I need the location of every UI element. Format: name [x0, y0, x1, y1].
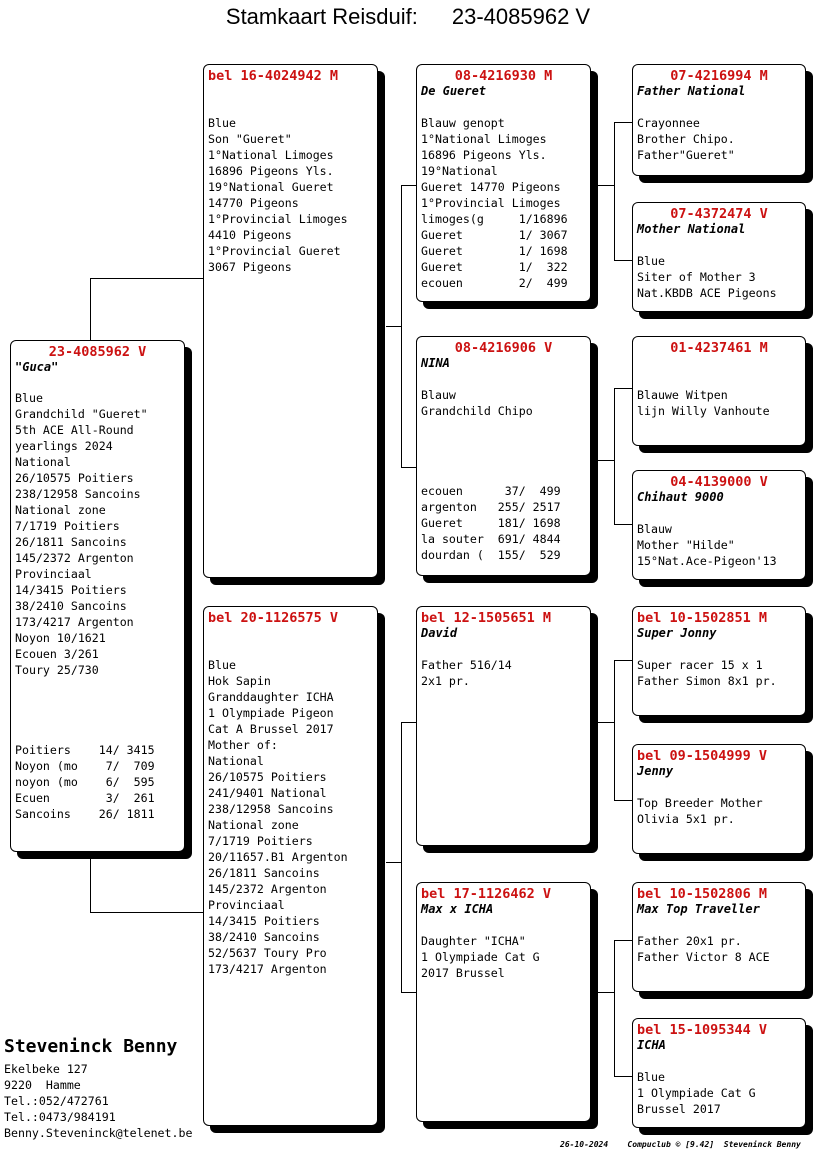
fff-card[interactable]	[632, 64, 806, 176]
info-line: 1°Provincial Gueret	[208, 244, 341, 258]
subject-card[interactable]	[10, 340, 185, 852]
connector	[614, 388, 615, 524]
info-line: Olivia 5x1 pr.	[637, 812, 735, 826]
ff-card[interactable]	[416, 64, 591, 302]
result-line: Ecuen 3/ 261	[15, 791, 155, 805]
connector	[614, 1076, 633, 1077]
info-line: 1 Olympiade Pigeon	[208, 706, 334, 720]
info-line: 20/11657.B1 Argenton	[208, 850, 348, 864]
info-line: Ecouen 3/261	[15, 647, 99, 661]
info-line: Crayonnee	[637, 116, 700, 130]
info-line: Father"Gueret"	[637, 148, 735, 162]
mm-card[interactable]	[416, 882, 591, 1122]
mff-card[interactable]	[632, 606, 806, 716]
info-line: 2x1 pr.	[421, 674, 470, 688]
connector	[614, 122, 615, 260]
info-line: lijn Willy Vanhoute	[637, 404, 770, 418]
connector	[90, 278, 204, 279]
mm-name: Max x ICHA	[421, 902, 494, 916]
page-title	[0, 4, 816, 30]
info-line: 173/4217 Argenton	[208, 962, 327, 976]
info-line: Hok Sapin	[208, 674, 271, 688]
info-line: 241/9401 National	[208, 786, 327, 800]
connector	[614, 940, 633, 941]
info-line: 5th ACE All-Round	[15, 423, 134, 437]
info-line: 145/2372 Argenton	[15, 551, 134, 565]
mf-name: David	[421, 626, 458, 640]
connector	[401, 467, 417, 468]
result-line: Gueret 1/ 322	[421, 260, 568, 274]
result-line: dourdan ( 155/ 529	[421, 548, 561, 562]
info-line: National zone	[208, 818, 299, 832]
father-ring: bel 16-4024942 M	[208, 68, 339, 84]
connector	[598, 460, 615, 461]
info-line: 1°National Limoges	[208, 148, 334, 162]
fff-name: Father National	[637, 84, 746, 98]
subject-ring: 23-4085962 V	[48, 344, 147, 360]
connector	[386, 862, 402, 863]
info-line: Son "Gueret"	[208, 132, 292, 146]
connector	[598, 992, 615, 993]
fff-ring: 07-4216994 M	[670, 68, 768, 84]
mff-name: Super Jonny	[637, 626, 717, 640]
info-line: 14/3415 Poitiers	[15, 583, 127, 597]
info-line: Blue	[208, 658, 236, 672]
info-line: Grandchild "Gueret"	[15, 407, 148, 421]
info-line: 1°Provincial Limoges	[208, 212, 348, 226]
info-line: Blue	[637, 254, 665, 268]
info-line: Cat A Brussel 2017	[208, 722, 334, 736]
fm-ring: 08-4216906 V	[454, 340, 553, 356]
info-line: Daughter "ICHA"	[421, 934, 526, 948]
mmf-name: Max Top Traveller	[637, 902, 760, 916]
info-line: Mother of:	[208, 738, 278, 752]
connector	[401, 185, 417, 186]
connector	[90, 858, 91, 912]
info-line: 1°Provincial Limoges	[421, 196, 561, 210]
mfm-ring: bel 09-1504999 V	[637, 748, 768, 764]
info-line: National	[208, 754, 264, 768]
info-line: 1°National Limoges	[421, 132, 547, 146]
connector	[90, 278, 91, 340]
info-line: Blue	[637, 1070, 665, 1084]
connector	[614, 122, 633, 123]
fmf-ring: 01-4237461 M	[670, 340, 768, 356]
mother-card[interactable]	[203, 606, 378, 1126]
info-line: Father Simon 8x1 pr.	[637, 674, 777, 688]
info-line: 4410 Pigeons	[208, 228, 292, 242]
info-line: 15°Nat.Ace-Pigeon'13	[637, 554, 777, 568]
ff-name: De Gueret	[421, 84, 487, 98]
mff-ring: bel 10-1502851 M	[637, 610, 768, 626]
connector	[614, 524, 633, 525]
info-line: Provinciaal	[208, 898, 285, 912]
info-line: 38/2410 Sancoins	[15, 599, 127, 613]
fmm-card[interactable]	[632, 470, 806, 580]
owner-city: 9220 Hamme	[4, 1078, 81, 1092]
info-line: 38/2410 Sancoins	[208, 930, 320, 944]
mf-ring: bel 12-1505651 M	[421, 610, 552, 626]
result-line: Noyon (mo 7/ 709	[15, 759, 155, 773]
info-line: Mother "Hilde"	[637, 538, 735, 552]
owner-name: Steveninck Benny	[4, 1036, 178, 1057]
mmm-ring: bel 15-1095344 V	[637, 1022, 768, 1038]
connector	[401, 722, 402, 992]
owner-block	[4, 1036, 192, 1141]
info-line: Siter of Mother 3	[637, 270, 756, 284]
mmf-ring: bel 10-1502806 M	[637, 886, 768, 902]
info-line: 19°National Gueret	[208, 180, 334, 194]
mmm-name: ICHA	[637, 1038, 666, 1052]
info-line: National zone	[15, 503, 106, 517]
result-line: limoges(g 1/16896	[421, 212, 568, 226]
info-line: 145/2372 Argenton	[208, 882, 327, 896]
fmm-name: Chihaut 9000	[637, 490, 724, 504]
connector	[614, 660, 615, 800]
info-line: Grandchild Chipo	[421, 404, 533, 418]
info-line: Noyon 10/1621	[15, 631, 106, 645]
info-line: 238/12958 Sancoins	[15, 487, 141, 501]
info-line: 1 Olympiade Cat G	[421, 950, 540, 964]
info-line: 52/5637 Toury Pro	[208, 946, 327, 960]
connector	[614, 388, 633, 389]
result-line: argenton 255/ 2517	[421, 500, 561, 514]
fmm-ring: 04-4139000 V	[670, 474, 768, 490]
info-line: 14770 Pigeons	[208, 196, 299, 210]
info-line: Brother Chipo.	[637, 132, 735, 146]
info-line: Father 20x1 pr.	[637, 934, 742, 948]
result-line: la souter 691/ 4844	[421, 532, 561, 546]
info-line: Granddaughter ICHA	[208, 690, 334, 704]
connector	[401, 722, 417, 723]
connector	[598, 722, 615, 723]
fmf-card[interactable]	[632, 336, 806, 446]
result-line: Gueret 1/ 3067	[421, 228, 568, 242]
info-line: Gueret 14770 Pigeons	[421, 180, 561, 194]
info-line: 26/10575 Poitiers	[208, 770, 327, 784]
footer: 26-10-2024 Compuclub © [9.42] Steveninck Benny	[560, 1140, 801, 1149]
result-line: Poitiers 14/ 3415	[15, 743, 155, 757]
fm-card[interactable]	[416, 336, 591, 576]
info-line: Super racer 15 x 1	[637, 658, 763, 672]
info-line: Father 516/14	[421, 658, 512, 672]
result-line: ecouen 2/ 499	[421, 276, 568, 290]
fmf-name	[637, 356, 801, 371]
info-line: Brussel 2017	[637, 1102, 721, 1116]
subject-name: "Guca"	[15, 360, 59, 374]
info-line: 7/1719 Poitiers	[208, 834, 313, 848]
connector	[598, 185, 615, 186]
mother-name	[208, 626, 373, 641]
mmm-card[interactable]	[632, 1018, 806, 1128]
title-label: Stamkaart Reisduif:	[225, 4, 418, 29]
info-line: 16896 Pigeons Yls.	[421, 148, 547, 162]
info-line: Blauw	[637, 522, 672, 536]
info-line: 7/1719 Poitiers	[15, 519, 120, 533]
info-line: Nat.KBDB ACE Pigeons	[637, 286, 777, 300]
info-line: 14/3415 Poitiers	[208, 914, 320, 928]
info-line: 26/10575 Poitiers	[15, 471, 134, 485]
info-line: Blauw	[421, 388, 456, 402]
ff-ring: 08-4216930 M	[454, 68, 553, 84]
info-line: Top Breeder Mother	[637, 796, 763, 810]
result-line: Sancoins 26/ 1811	[15, 807, 155, 821]
info-line: Blue	[15, 391, 43, 405]
mmf-card[interactable]	[632, 882, 806, 992]
connector	[90, 912, 204, 913]
info-line: Father Victor 8 ACE	[637, 950, 770, 964]
connector	[614, 940, 615, 1076]
info-line: Blauw genopt	[421, 116, 505, 130]
info-line: National	[15, 455, 71, 469]
ffm-name: Mother National	[637, 222, 746, 236]
info-line: Provinciaal	[15, 567, 92, 581]
info-line: 2017 Brussel	[421, 966, 505, 980]
info-line: 26/1811 Sancoins	[208, 866, 320, 880]
mfm-name: Jenny	[637, 764, 674, 778]
info-line: 238/12958 Sancoins	[208, 802, 334, 816]
mm-ring: bel 17-1126462 V	[421, 886, 552, 902]
father-name	[208, 84, 373, 99]
info-line: 1 Olympiade Cat G	[637, 1086, 756, 1100]
mf-card[interactable]	[416, 606, 591, 846]
info-line: Blue	[208, 116, 236, 130]
owner-mobile: Tel.:0473/984191	[4, 1110, 116, 1124]
info-line: 19°National	[421, 164, 498, 178]
result-line: Gueret 1/ 1698	[421, 244, 568, 258]
mother-ring: bel 20-1126575 V	[208, 610, 339, 626]
connector	[386, 326, 402, 327]
info-line: 26/1811 Sancoins	[15, 535, 127, 549]
result-line: noyon (mo 6/ 595	[15, 775, 155, 789]
title-ring: 23-4085962 V	[451, 4, 591, 29]
connector	[614, 800, 633, 801]
info-line: 3067 Pigeons	[208, 260, 292, 274]
connector	[614, 260, 633, 261]
info-line: 173/4217 Argenton	[15, 615, 134, 629]
ffm-card[interactable]	[632, 202, 806, 312]
info-line: 16896 Pigeons Yls.	[208, 164, 334, 178]
connector	[401, 992, 417, 993]
mfm-card[interactable]	[632, 744, 806, 854]
info-line: yearlings 2024	[15, 439, 113, 453]
ffm-ring: 07-4372474 V	[670, 206, 768, 222]
owner-address: Ekelbeke 127	[4, 1062, 88, 1076]
result-line: ecouen 37/ 499	[421, 484, 561, 498]
result-line: Gueret 181/ 1698	[421, 516, 561, 530]
info-line: Toury 25/730	[15, 663, 99, 677]
fm-name: NINA	[421, 356, 450, 370]
father-card[interactable]	[203, 64, 378, 578]
info-line: Blauwe Witpen	[637, 388, 728, 402]
owner-phone: Tel.:052/472761	[4, 1094, 109, 1108]
connector	[614, 660, 633, 661]
owner-email[interactable]: Benny.Steveninck@telenet.be	[4, 1126, 193, 1140]
